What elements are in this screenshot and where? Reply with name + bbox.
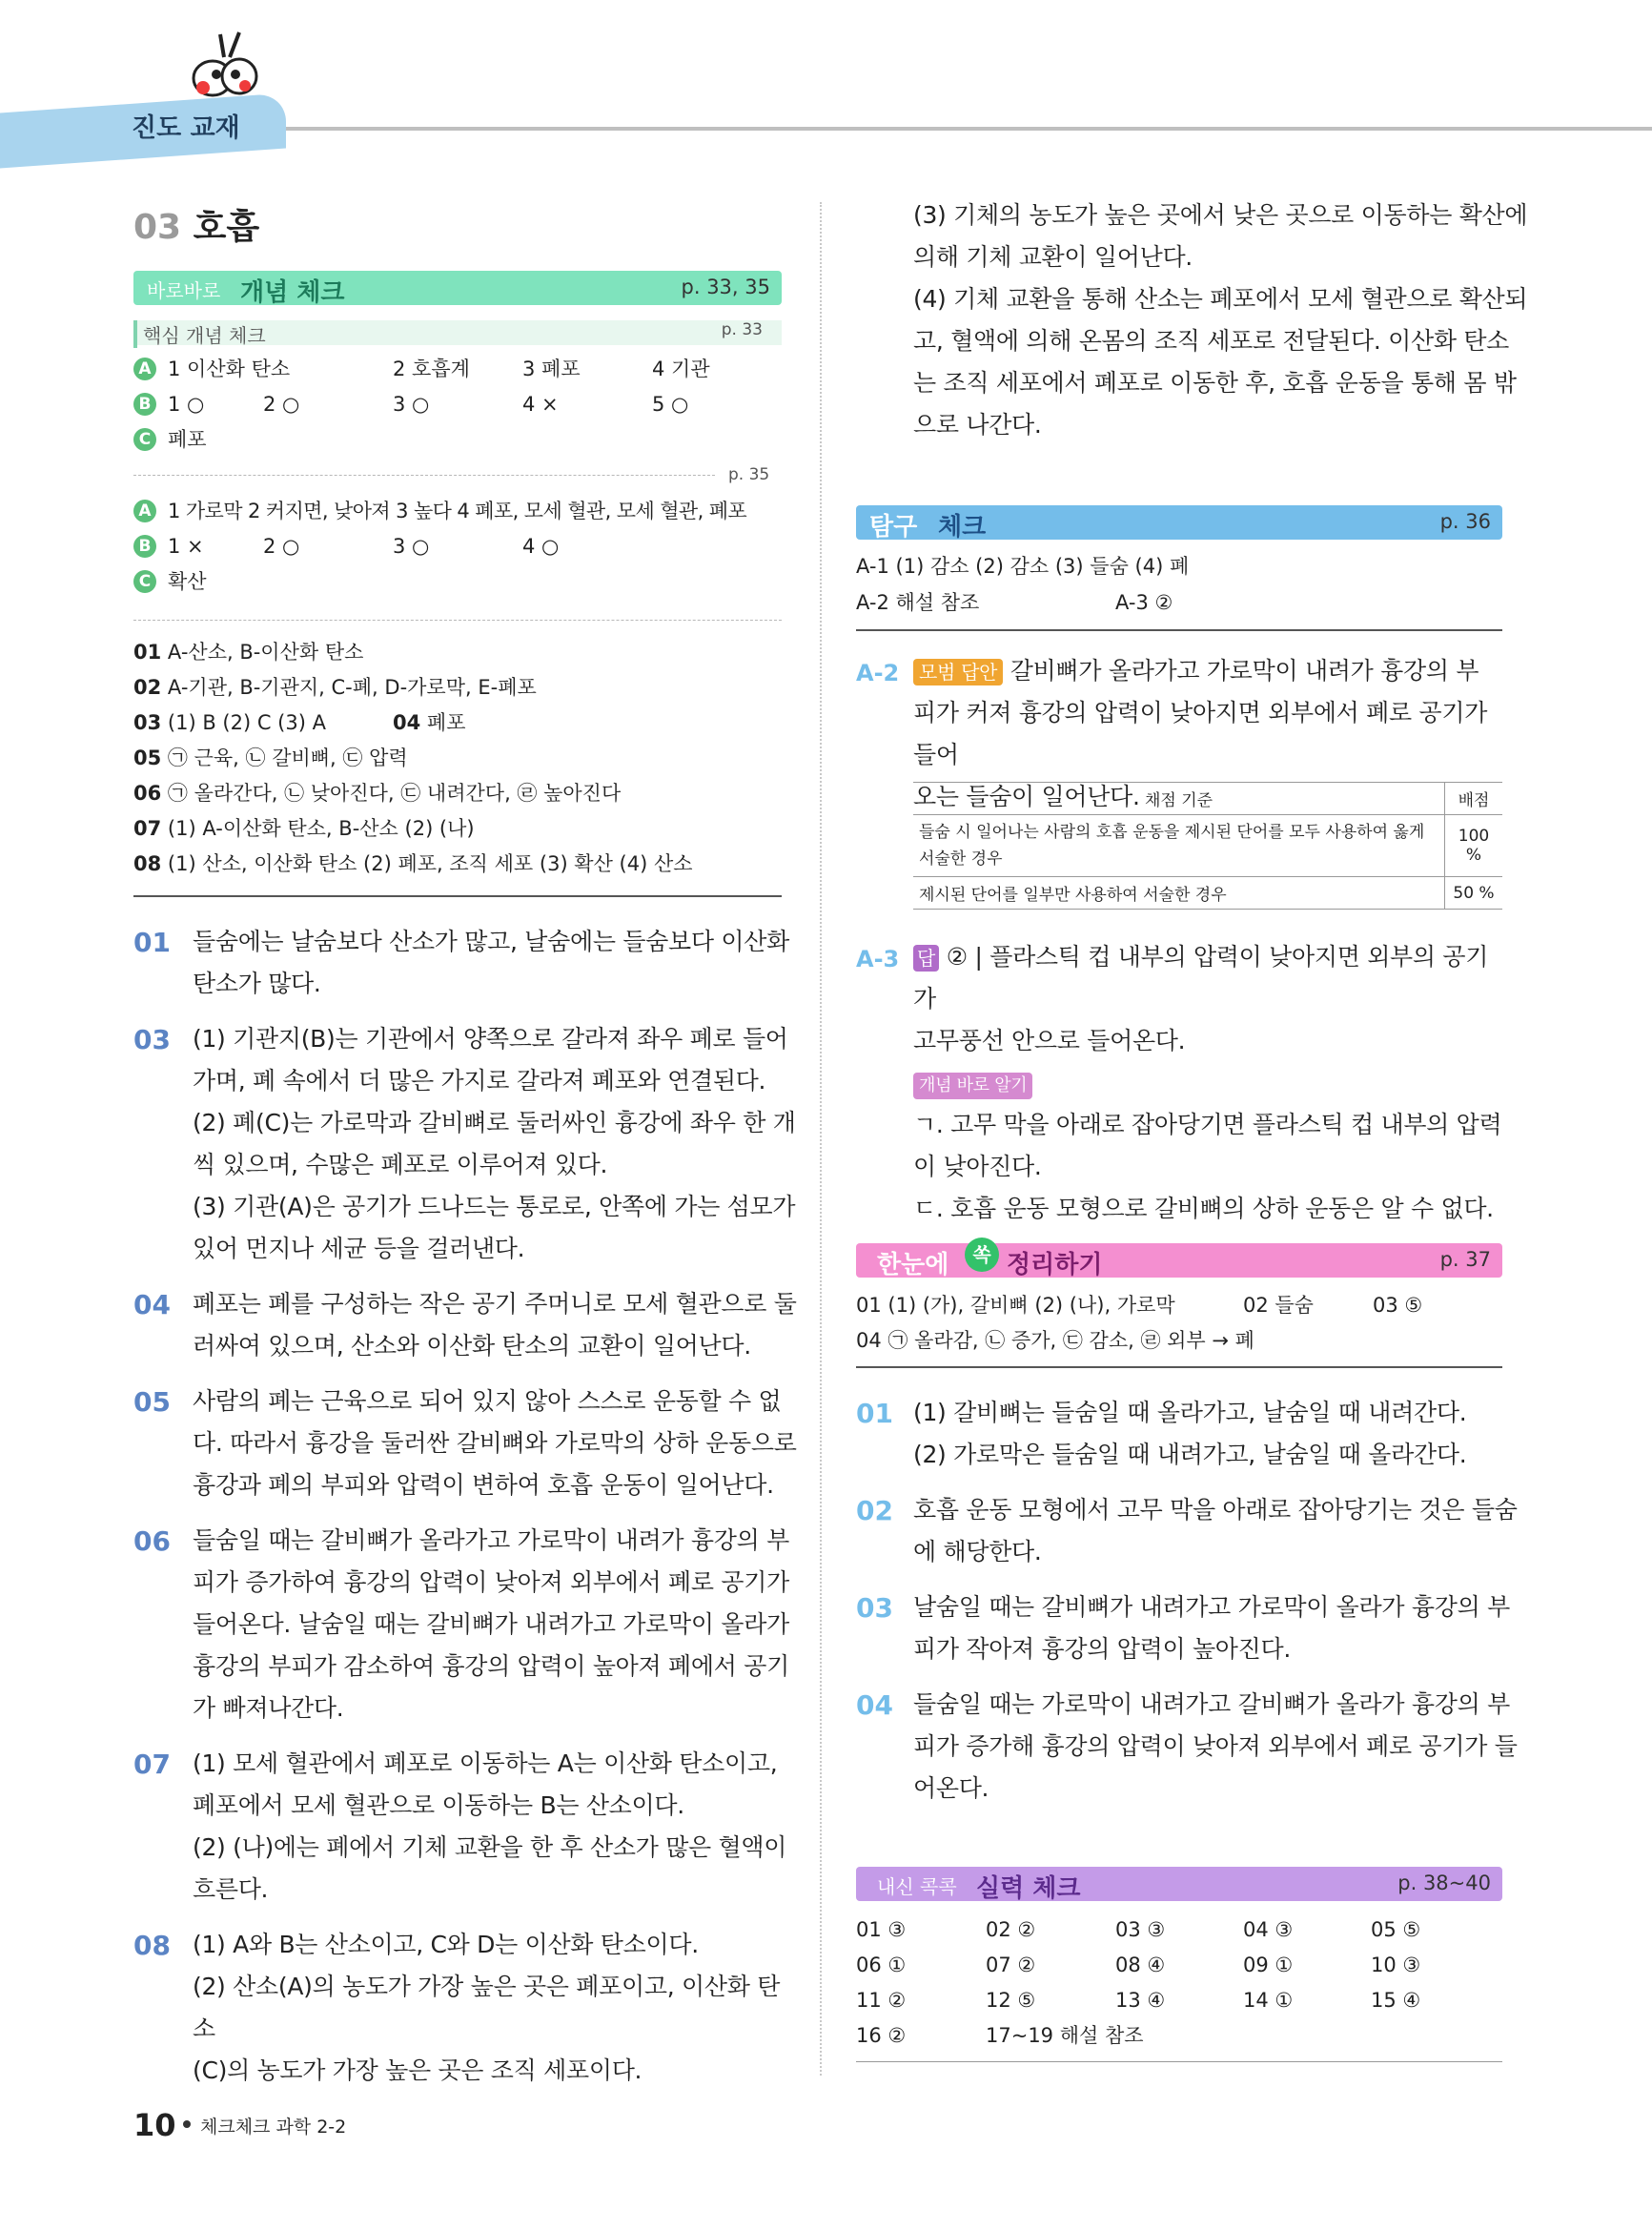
b1-item: 4 × (522, 393, 559, 416)
answer-list (133, 641, 782, 888)
mascot-icon (186, 29, 262, 105)
grid-row: 11 ② 12 ⑤ 13 ④ 14 ① 15 ④ (856, 1989, 1421, 2012)
inquiry-band-small: 탐구 (869, 513, 918, 542)
summary-band-c: 정리하기 (1007, 1251, 1103, 1279)
section-number: 03 (133, 208, 182, 247)
skill-rule (856, 2061, 1502, 2062)
badge-a: A (133, 500, 156, 522)
a2-answer: 모범 답안 갈비뼈가 올라가고 가로막이 내려가 흉강의 부 피가 커져 흉강의 압력이 낮아지면 외부에서 폐로 공기가 들어 오는 들숨이 일어난다. (913, 657, 1488, 810)
grid-row: 01 ③ 02 ② 03 ③ 04 ③ 05 ⑤ (856, 1918, 1421, 1941)
dashed-divider (133, 620, 782, 621)
core-concept-page: p. 33 (721, 320, 763, 339)
core-concept-label: 핵심 개념 체크 (133, 320, 266, 348)
answer-row: 03 (1) B (2) C (3) A 04 폐포 (133, 711, 466, 734)
b1-item: 2 ○ (263, 393, 300, 416)
a1-item: 1 이산화 탄소 (168, 358, 291, 380)
answer-row: 07 (1) A-이산화 탄소, B-산소 (2) (나) (133, 817, 475, 840)
explanation-item: 03 (1) 기관지(B)는 기관에서 양쪽으로 갈라져 좌우 폐로 들어 가며, 폐 속에서 더 많은 가지로 갈라져 폐포와 연결된다. (2) 폐(C)는 가로막과 갈비뼈로 둘러싸인 흉강에 좌우 한 개 씩 있으며, 수많은 폐포로 이루어져 있다. (3) 기관(A)은 공기가 드나드는 통로로, 안쪽에 가는 섬모가 있어 먼지나 세균 등을 걸러낸다. (133, 1024, 796, 1262)
explanation-item: 05 사람의 폐는 근육으로 되어 있지 않아 스스로 운동할 수 없 다. 따라서 흉강을 둘러싼 갈비뼈와 가로막의 상하 운동으로 흉강과 폐의 부피와 압력이 변하여 호흡 운동이 일어난다. (133, 1386, 797, 1499)
header-label: 진도 교재 (132, 113, 240, 143)
answer-row: 06 ㉠ 올라간다, ㉡ 낮아진다, ㉢ 내려간다, ㉣ 높아진다 (133, 782, 622, 805)
summary-line-2: 04 ㉠ 올라감, ㉡ 증가, ㉢ 감소, ㉣ 외부 → 폐 (856, 1329, 1254, 1352)
skill-answer-grid (856, 1918, 1502, 2059)
b2-item: 1 × (168, 535, 204, 558)
b2-item: 4 ○ (522, 535, 560, 558)
summary-band-a: 한눈에 (877, 1251, 949, 1279)
badge-b: B (133, 535, 156, 558)
a2-item: 1 가로막 2 커지면, 낮아져 3 높다 4 폐포, 모세 혈관, 모세 혈관, 폐포 (168, 500, 747, 522)
answer-row: 08 (1) 산소, 이산화 탄소 (2) 폐포, 조직 세포 (3) 확산 (4) 산소 (133, 852, 693, 875)
badge-c: C (133, 570, 156, 593)
concept-band-small: 바로바로 (147, 279, 221, 302)
section-name: 호흡 (193, 208, 260, 247)
summary-line-1b: 02 들숨 (1243, 1294, 1314, 1317)
inquiry-line-2a: A-2 해설 참조 (856, 591, 980, 614)
inquiry-band-title: 체크 (938, 513, 987, 542)
inquiry-line-2b: A-3 ② (1115, 591, 1173, 614)
skill-band-small: 내신 콕콕 (877, 1875, 957, 1898)
core-concept-bar (133, 320, 782, 345)
a1-item: 2 호흡계 (393, 358, 470, 380)
answer-row: 01 A-산소, B-이산화 탄소 (133, 641, 364, 664)
a2-number: A-2 (856, 660, 900, 686)
concept-band-title: 개념 체크 (240, 278, 345, 307)
badge-a: A (133, 358, 156, 380)
skill-band-page: p. 38~40 (1397, 1872, 1491, 1894)
answer-tag: 답 (913, 945, 939, 972)
explanation-item: 01 들숨에는 날숨보다 산소가 많고, 날숨에는 들숨보다 이산화 탄소가 많다. (133, 927, 789, 997)
concept-band-page: p. 33, 35 (681, 276, 770, 298)
b2-item: 3 ○ (393, 535, 430, 558)
skill-band-title: 실력 체크 (976, 1874, 1081, 1903)
explanations-right (856, 1392, 1523, 1810)
explanation-item: 03 날숨일 때는 갈비뼈가 내려가고 가로막이 올라가 흉강의 부 피가 작아져 흉강의 압력이 높아진다. (856, 1592, 1510, 1663)
badge-c: C (133, 428, 156, 451)
table-row: 제시된 단어를 일부만 사용하여 서술한 경우 50 % (913, 877, 1502, 910)
grid-row: 16 ② 17~19 해설 참조 (856, 2024, 1144, 2047)
section-title (133, 200, 259, 249)
a1-item: 4 기관 (652, 358, 710, 380)
explanation-item: 01 (1) 갈비뼈는 들숨일 때 올라가고, 날숨일 때 내려간다. (2) 가로막은 들숨일 때 내려가고, 날숨일 때 올라간다. (856, 1398, 1467, 1468)
explanation-item: 02 호흡 운동 모형에서 고무 막을 아래로 잡아당기는 것은 들숨 에 해당한다. (856, 1495, 1518, 1565)
summary-line-1c: 03 ⑤ (1373, 1294, 1423, 1317)
inquiry-rule (856, 629, 1502, 631)
b2-item: 2 ○ (263, 535, 300, 558)
summary-band-b: 쏙 (965, 1238, 999, 1272)
page-number: 10 (133, 2107, 176, 2143)
a3-answer: 답 ② | 플라스틱 컵 내부의 압력이 낮아지면 외부의 공기가 고무풍선 안으로 들어온다. 개념 바로 알기 ㄱ. 고무 막을 아래로 잡아당기면 플라스틱 컵 내부의 압력 이 낮아진다. ㄷ. 호흡 운동 모형으로 갈비뼈의 상하 운동은 알 수 없다. (913, 943, 1502, 1222)
b1-item: 5 ○ (652, 393, 689, 416)
model-answer-tag: 모범 답안 (913, 659, 1003, 685)
explanations-left (133, 921, 801, 2092)
explanation-item: 06 들숨일 때는 갈비뼈가 올라가고 가로막이 내려가 흉강의 부 피가 증가하여 흉강의 압력이 낮아져 외부에서 폐로 공기가 들어온다. 날숨일 때는 갈비뼈가 내려가고 가로막이 올라가 흉강의 부피가 감소하여 흉강의 압력이 높아져 폐에서 공기 가 빠져나간다. (133, 1525, 789, 1722)
table-header-row: 채점 기준 배점 (913, 783, 1502, 815)
badge-b: B (133, 393, 156, 416)
footer-bullet (183, 2120, 191, 2128)
explanation-item: 08 (1) A와 B는 산소이고, C와 D는 이산화 탄소이다. (2) 산소(A)의 농도가 가장 높은 곳은 폐포이고, 이산화 탄소 (C)의 농도가 가장 높은 곳은 조직 세포이다. (133, 1930, 781, 2084)
explanation-item: 07 (1) 모세 혈관에서 폐포로 이동하는 A는 이산화 탄소이고, 폐포에서 모세 혈관으로 이동하는 B는 산소이다. (2) (나)에는 폐에서 기체 교환을 한 후 산소가 많은 혈액이 흐른다. (133, 1749, 787, 1903)
summary-band-page: p. 37 (1439, 1248, 1491, 1271)
header-rule (286, 127, 1652, 131)
explanation-item: 04 들숨일 때는 가로막이 내려가고 갈비뼈가 올라가 흉강의 부 피가 증가해 흉강의 압력이 낮아져 외부에서 폐로 공기가 들 어온다. (856, 1689, 1518, 1802)
a3-number: A-3 (856, 946, 900, 972)
answer-row: 02 A-기관, B-기관지, C-폐, D-가로막, E-폐포 (133, 676, 537, 699)
a1-item: 3 폐포 (522, 358, 581, 380)
concept-page-35: p. 35 (728, 465, 770, 484)
column-divider (820, 202, 822, 2076)
answer-row: 05 ㉠ 근육, ㉡ 갈비뼈, ㉢ 압력 (133, 747, 408, 769)
summary-rule (856, 1366, 1502, 1368)
c1-item: 폐포 (168, 428, 207, 451)
summary-band (856, 1243, 1502, 1278)
concept-check-band (133, 271, 782, 305)
section-rule (133, 895, 782, 897)
dashed-divider (133, 475, 715, 476)
inquiry-check-band (856, 505, 1502, 540)
c2-item: 확산 (168, 570, 207, 593)
scoring-table (913, 782, 1502, 910)
summary-line-1a: 01 (1) (가), 갈비뼈 (2) (나), 가로막 (856, 1294, 1175, 1317)
skill-check-band (856, 1867, 1502, 1901)
inquiry-line-1: A-1 (1) 감소 (2) 감소 (3) 들숨 (4) 폐 (856, 555, 1190, 578)
explanation-item: 04 폐포는 폐를 구성하는 작은 공기 주머니로 모세 혈관으로 둘 러싸여 있으며, 산소와 이산화 탄소의 교환이 일어난다. (133, 1289, 797, 1360)
table-row: 들숨 시 일어나는 사람의 호흡 운동을 제시된 단어를 모두 사용하여 옳게 서술한 경우 100 % (913, 815, 1502, 877)
inquiry-band-page: p. 36 (1439, 510, 1491, 533)
book-title: 체크체크 과학 2-2 (200, 2117, 347, 2138)
concept-know-tag: 개념 바로 알기 (913, 1073, 1032, 1099)
right-top-text: (3) 기체의 농도가 높은 곳에서 낮은 곳으로 이동하는 확산에 의해 기체 교환이 일어난다. (4) 기체 교환을 통해 산소는 폐포에서 모세 혈관으로 확산되 고, 혈액에 의해 온몸의 조직 세포로 전달된다. 이산화 탄소 는 조직 세포에서 폐포로 이동한 후, 호흡 운동을 통해 몸 밖 으로 나간다. (913, 201, 1528, 439)
b1-item: 3 ○ (393, 393, 430, 416)
grid-row: 06 ① 07 ② 08 ④ 09 ① 10 ③ (856, 1954, 1421, 1976)
b1-item: 1 ○ (168, 393, 205, 416)
